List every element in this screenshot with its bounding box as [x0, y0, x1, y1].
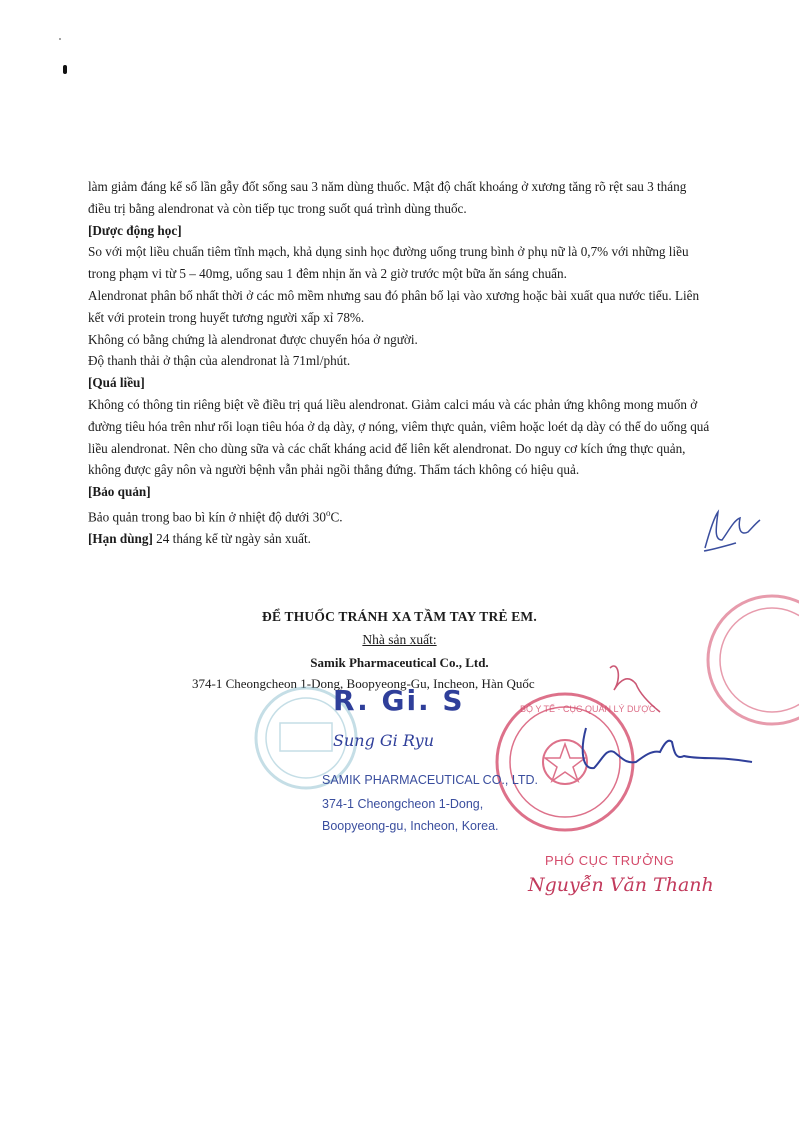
pharmacodynamics-tail: làm giảm đáng kể số lần gẫy đốt sống sau 3 năm dùng thuốc. Mật độ chất khoáng ở xương tăng rõ rệt sau 3 tháng điều trị bằng alendronat và còn tiếp tục trong suốt quá trình dùng thuốc.	[88, 179, 687, 216]
pharmacokinetics-paragraph-3: Không có bằng chứng là alendronat được chuyển hóa ở người.	[88, 331, 418, 347]
pharmacokinetics-paragraph-2: Alendronat phân bố nhất thời ở các mô mềm nhưng sau đó phân bố lại vào xương hoặc bài xuất qua nước tiểu. Liên kết với protein trong huyết tương người xấp xỉ 78%.	[88, 287, 700, 325]
pharmacokinetics-heading: [Dược động học]	[88, 222, 182, 238]
authority-name: Nguyễn Văn Thanh	[528, 874, 714, 896]
ministry-seal	[497, 694, 633, 830]
overdose-paragraph: Không có thông tin riêng biệt về điều trị quá liều alendronat. Giảm calci máu và các phản ứng không mong muốn ở đường tiêu hóa trên như rối loạn tiêu hóa ở dạ dày, ợ nóng, viêm thực quản, viêm hoặc loét dạ dày có thể do uống quá liều alendronat. Nên cho dùng sữa và các chất kháng acid để liên kết alendronat. Do nguy cơ kích ứng thực quản, không được gây nôn và người bệnh vẫn phải ngồi thẳng đứng. Thẩm tách không có hiệu quả.	[88, 396, 710, 478]
storage-unit: C.	[330, 509, 343, 525]
company-stamp-line-3: Boopyeong-gu, Incheon, Korea.	[322, 819, 499, 833]
initials-scribble	[704, 512, 760, 551]
official-signature	[583, 728, 752, 768]
storage-text: Bảo quản trong bao bì kín ở nhiệt độ dưới 30	[88, 509, 326, 525]
authority-title: PHÓ CỤC TRƯỞNG	[545, 853, 675, 868]
manufacturer-address: 374-1 Cheongcheon 1-Dong, Boopyeong-Gu, Incheon, Hàn Quốc	[192, 676, 535, 691]
child-safety-warning: ĐỂ THUỐC TRÁNH XA TẦM TAY TRẺ EM.	[262, 609, 537, 624]
manufacturer-name: Samik Pharmaceutical Co., Ltd.	[310, 655, 489, 670]
overdose-heading: [Quá liều]	[88, 375, 145, 391]
signature-initials: R. Gi. S	[333, 684, 465, 717]
shelf-life-text: 24 tháng kể từ ngày sản xuất.	[152, 531, 311, 547]
shelf-life-heading: [Hạn dùng]	[88, 531, 153, 547]
pharmacokinetics-paragraph-4: Độ thanh thải ở thận của alendronat là 71ml/phút.	[88, 353, 351, 369]
signature-name: Sung Gi Ryu	[333, 731, 434, 750]
degree-mark: o	[325, 507, 331, 518]
ministry-seal-text: BỘ Y TẾ · CỤC QUẢN LÝ DƯỢC	[520, 704, 656, 714]
pharmacokinetics-paragraph-1: So với một liều chuẩn tiêm tĩnh mạch, khả dụng sinh học đường uống trung bình ở phụ nữ là 0,7% với những liều trong phạm vi từ 5 – 40mg, uống sau 1 đêm nhịn ăn và 2 giờ trước một bữa ăn sáng chuẩn.	[88, 244, 689, 282]
company-stamp-line-1: SAMIK PHARMACEUTICAL CO., LTD.	[322, 773, 539, 787]
edge-seal	[708, 596, 799, 724]
storage-heading: [Bảo quản]	[88, 484, 151, 500]
manufacturer-label-text: Nhà sản xuất:	[362, 632, 437, 647]
company-stamp-line-2: 374-1 Cheongcheon 1-Dong,	[322, 797, 484, 811]
